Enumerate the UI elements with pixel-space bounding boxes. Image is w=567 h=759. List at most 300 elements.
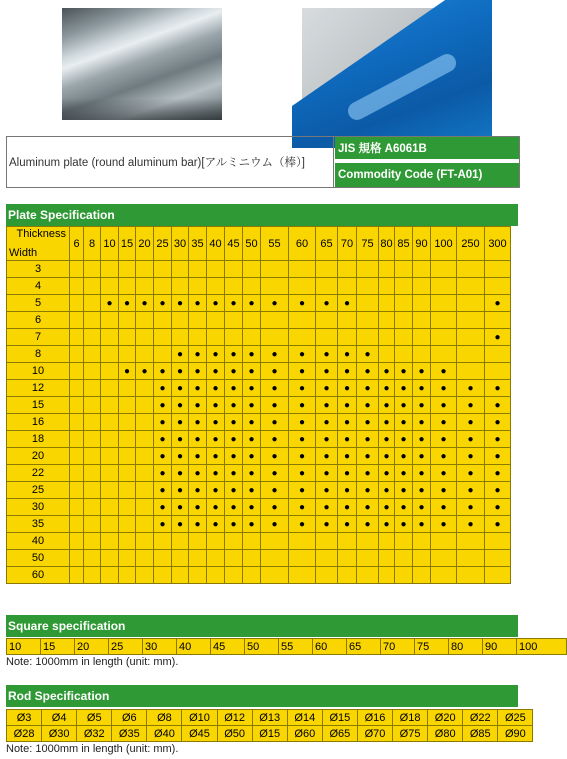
availability-dot: ● (159, 485, 166, 496)
plate-cell (154, 567, 172, 584)
plate-cell (136, 295, 154, 312)
plate-cell (379, 414, 395, 431)
plate-cell (413, 499, 431, 516)
plate-cell (243, 499, 261, 516)
availability-dot: ● (418, 451, 425, 462)
rod-diameter-cell: Ø15 (252, 726, 287, 742)
plate-cell (136, 414, 154, 431)
thickness-header: 6 (70, 227, 84, 261)
plate-cell (84, 465, 101, 482)
availability-dot: ● (343, 451, 351, 462)
plate-cell (136, 431, 154, 448)
availability-dot: ● (271, 383, 278, 394)
plate-cell (84, 567, 101, 584)
square-size-cell: 75 (415, 639, 449, 655)
plate-cell (289, 533, 316, 550)
plate-cell (413, 363, 431, 380)
plate-cell (84, 516, 101, 533)
rod-spec-title: Rod Specification (6, 685, 518, 707)
plate-cell (136, 278, 154, 295)
plate-cell (395, 431, 413, 448)
availability-dot: ● (383, 485, 390, 496)
plate-row (7, 346, 511, 363)
plate-cell (289, 431, 316, 448)
availability-dot: ● (212, 417, 219, 428)
plate-cell (101, 431, 119, 448)
plate-cell (457, 295, 485, 312)
square-size-cell: 60 (313, 639, 347, 655)
plate-cell (136, 482, 154, 499)
plate-cell (289, 414, 316, 431)
plate-row (7, 278, 511, 295)
thickness-header: 70 (338, 227, 357, 261)
availability-dot: ● (194, 366, 201, 377)
plate-cell (338, 380, 357, 397)
plate-cell (136, 312, 154, 329)
plate-cell (261, 397, 289, 414)
plate-cell (189, 448, 207, 465)
plate-cell (172, 482, 189, 499)
availability-dot: ● (418, 502, 425, 513)
availability-dot: ● (248, 468, 255, 479)
plate-cell (289, 312, 316, 329)
plate-cell (457, 550, 485, 567)
plate-cell (189, 380, 207, 397)
thickness-header: 40 (207, 227, 225, 261)
plate-cell (119, 414, 136, 431)
availability-dot: ● (440, 468, 447, 479)
plate-cell (70, 414, 84, 431)
plate-cell (172, 499, 189, 516)
plate-cell (172, 533, 189, 550)
plate-cell (101, 363, 119, 380)
thickness-header: 20 (136, 227, 154, 261)
plate-cell (316, 397, 338, 414)
plate-cell (457, 397, 485, 414)
plate-cell (154, 278, 172, 295)
plate-cell (207, 465, 225, 482)
plate-cell (395, 499, 413, 516)
plate-cell (84, 448, 101, 465)
plate-cell (70, 278, 84, 295)
plate-cell (431, 465, 457, 482)
plate-cell (316, 482, 338, 499)
width-cell: 18 (7, 431, 70, 448)
plate-cell (225, 278, 243, 295)
plate-cell (70, 431, 84, 448)
availability-dot: ● (343, 468, 351, 479)
plate-cell (119, 567, 136, 584)
availability-dot: ● (494, 332, 501, 343)
plate-cell (395, 465, 413, 482)
width-cell: 6 (7, 312, 70, 329)
availability-dot: ● (343, 417, 351, 428)
plate-cell (357, 448, 379, 465)
plate-cell (189, 278, 207, 295)
availability-dot: ● (383, 383, 390, 394)
plate-cell (289, 380, 316, 397)
availability-dot: ● (323, 485, 330, 496)
availability-dot: ● (298, 400, 306, 411)
availability-dot: ● (106, 298, 113, 309)
plate-cell (338, 550, 357, 567)
plate-cell (84, 499, 101, 516)
availability-dot: ● (440, 502, 447, 513)
plate-cell (136, 329, 154, 346)
plate-row (7, 312, 511, 329)
thickness-header: 65 (316, 227, 338, 261)
square-size-cell: 20 (75, 639, 109, 655)
availability-dot: ● (400, 485, 407, 496)
thickness-header: 25 (154, 227, 172, 261)
plate-cell (154, 516, 172, 533)
plate-cell (101, 499, 119, 516)
plate-cell (189, 465, 207, 482)
availability-dot: ● (400, 434, 407, 445)
plate-header-row (7, 227, 511, 261)
plate-cell (154, 414, 172, 431)
plate-cell (485, 312, 511, 329)
width-cell: 35 (7, 516, 70, 533)
availability-dot: ● (141, 366, 148, 377)
plate-cell (225, 295, 243, 312)
availability-dot: ● (271, 400, 278, 411)
width-cell: 25 (7, 482, 70, 499)
plate-cell (379, 397, 395, 414)
rod-diameter-cell: Ø40 (147, 726, 182, 742)
plate-cell (243, 363, 261, 380)
availability-dot: ● (230, 383, 237, 394)
rod-diameter-cell: Ø25 (498, 710, 533, 726)
availability-dot: ● (494, 434, 501, 445)
thickness-header: 8 (84, 227, 101, 261)
thickness-header: 75 (357, 227, 379, 261)
availability-dot: ● (383, 519, 390, 530)
plate-cell (316, 380, 338, 397)
plate-cell (457, 567, 485, 584)
plate-row (7, 329, 511, 346)
plate-cell (485, 431, 511, 448)
plate-cell (261, 278, 289, 295)
availability-dot: ● (230, 519, 237, 530)
plate-cell (357, 567, 379, 584)
plate-cell (413, 431, 431, 448)
square-size-cell: 25 (109, 639, 143, 655)
plate-cell (431, 346, 457, 363)
availability-dot: ● (298, 434, 306, 445)
availability-dot: ● (248, 400, 255, 411)
rod-diameter-cell: Ø8 (147, 710, 182, 726)
availability-dot: ● (298, 349, 306, 360)
plate-row (7, 550, 511, 567)
availability-dot: ● (383, 366, 390, 377)
plate-cell (84, 295, 101, 312)
plate-cell (101, 278, 119, 295)
plate-cell (172, 380, 189, 397)
rod-diameter-cell: Ø22 (463, 710, 498, 726)
plate-cell (316, 550, 338, 567)
availability-dot: ● (212, 519, 219, 530)
square-size-cell: 70 (381, 639, 415, 655)
plate-cell (119, 499, 136, 516)
plate-cell (357, 550, 379, 567)
blue-film-shape (292, 0, 492, 148)
plate-row (7, 414, 511, 431)
plate-row (7, 448, 511, 465)
availability-dot: ● (298, 468, 306, 479)
plate-row (7, 499, 511, 516)
plate-cell (119, 431, 136, 448)
availability-dot: ● (271, 366, 278, 377)
availability-dot: ● (212, 366, 219, 377)
plate-cell (395, 346, 413, 363)
plate-cell (70, 312, 84, 329)
plate-cell (289, 278, 316, 295)
plate-cell (485, 329, 511, 346)
plate-cell (70, 550, 84, 567)
plate-cell (357, 414, 379, 431)
rod-diameter-cell: Ø90 (498, 726, 533, 742)
thickness-width-corner (7, 227, 70, 261)
plate-cell (357, 295, 379, 312)
plate-cell (136, 533, 154, 550)
availability-dot: ● (383, 417, 390, 428)
plate-cell (338, 363, 357, 380)
plate-cell (316, 295, 338, 312)
plate-cell (154, 363, 172, 380)
plate-cell (316, 499, 338, 516)
square-size-cell: 45 (211, 639, 245, 655)
availability-dot: ● (123, 298, 131, 309)
plate-cell (413, 295, 431, 312)
rod-diameter-cell: Ø80 (428, 726, 463, 742)
availability-dot: ● (323, 383, 330, 394)
plate-cell (207, 278, 225, 295)
availability-dot: ● (400, 400, 407, 411)
availability-dot: ● (343, 502, 351, 513)
plate-cell (172, 397, 189, 414)
plate-cell (154, 431, 172, 448)
availability-dot: ● (467, 383, 474, 394)
plate-cell (243, 346, 261, 363)
thickness-header: 100 (431, 227, 457, 261)
plate-cell (357, 397, 379, 414)
rod-diameter-cell: Ø15 (322, 710, 357, 726)
plate-cell (243, 448, 261, 465)
plate-cell (431, 312, 457, 329)
plate-cell (261, 533, 289, 550)
plate-cell (289, 346, 316, 363)
plate-cell (243, 482, 261, 499)
plate-cell (357, 533, 379, 550)
plate-cell (70, 482, 84, 499)
plate-cell (379, 346, 395, 363)
plate-cell (101, 346, 119, 363)
width-cell: 4 (7, 278, 70, 295)
availability-dot: ● (230, 485, 237, 496)
plate-cell (243, 278, 261, 295)
plate-cell (379, 499, 395, 516)
plate-cell (413, 261, 431, 278)
availability-dot: ● (298, 298, 306, 309)
thickness-header: 45 (225, 227, 243, 261)
plate-cell (70, 261, 84, 278)
plate-cell (101, 482, 119, 499)
plate-cell (431, 448, 457, 465)
square-size-cell: 15 (41, 639, 75, 655)
plate-cell (189, 397, 207, 414)
plate-cell (119, 465, 136, 482)
availability-dot: ● (230, 434, 237, 445)
availability-dot: ● (176, 519, 184, 530)
rod-diameter-cell: Ø60 (287, 726, 322, 742)
availability-dot: ● (383, 502, 390, 513)
plate-cell (225, 380, 243, 397)
plate-cell (485, 278, 511, 295)
plate-cell (189, 550, 207, 567)
plate-cell (70, 329, 84, 346)
plate-cell (379, 533, 395, 550)
plate-cell (413, 346, 431, 363)
availability-dot: ● (418, 485, 425, 496)
availability-dot: ● (212, 434, 219, 445)
availability-dot: ● (400, 383, 407, 394)
availability-dot: ● (230, 417, 237, 428)
plate-cell (413, 278, 431, 295)
rod-diameter-cell: Ø32 (77, 726, 112, 742)
plate-cell (84, 312, 101, 329)
plate-cell (485, 482, 511, 499)
rod-diameter-cell: Ø10 (182, 710, 217, 726)
plate-cell (225, 261, 243, 278)
plate-cell (119, 397, 136, 414)
plate-cell (207, 329, 225, 346)
plate-cell (207, 567, 225, 584)
availability-dot: ● (298, 417, 306, 428)
plate-cell (70, 465, 84, 482)
availability-dot: ● (364, 383, 371, 394)
plate-cell (243, 261, 261, 278)
plate-cell (431, 499, 457, 516)
availability-dot: ● (467, 485, 474, 496)
plate-cell (84, 261, 101, 278)
plate-cell (357, 499, 379, 516)
thickness-header: 300 (485, 227, 511, 261)
plate-cell (431, 482, 457, 499)
plate-cell (154, 295, 172, 312)
availability-dot: ● (271, 434, 278, 445)
rod-diameter-cell: Ø16 (357, 710, 392, 726)
thickness-header: 50 (243, 227, 261, 261)
plate-cell (457, 312, 485, 329)
availability-dot: ● (364, 400, 371, 411)
width-cell: 8 (7, 346, 70, 363)
plate-cell (119, 295, 136, 312)
plate-cell (261, 465, 289, 482)
plate-cell (457, 431, 485, 448)
commodity-code: Commodity Code (FT-A01) (335, 163, 519, 187)
plate-cell (225, 346, 243, 363)
plate-cell (379, 380, 395, 397)
plate-cell (289, 516, 316, 533)
availability-dot: ● (194, 349, 201, 360)
plate-cell (225, 397, 243, 414)
availability-dot: ● (248, 298, 255, 309)
plate-cell (457, 363, 485, 380)
plate-cell (207, 533, 225, 550)
availability-dot: ● (440, 366, 447, 377)
thickness-header: 15 (119, 227, 136, 261)
plate-cell (485, 414, 511, 431)
thickness-header: 85 (395, 227, 413, 261)
plate-cell (395, 414, 413, 431)
plate-cell (225, 482, 243, 499)
plate-cell (379, 482, 395, 499)
plate-cell (119, 516, 136, 533)
availability-dot: ● (248, 519, 255, 530)
availability-dot: ● (343, 383, 351, 394)
availability-dot: ● (440, 417, 447, 428)
plate-cell (431, 414, 457, 431)
availability-dot: ● (494, 485, 501, 496)
plate-cell (172, 431, 189, 448)
plate-cell (338, 499, 357, 516)
plate-cell (395, 533, 413, 550)
availability-dot: ● (271, 485, 278, 496)
plate-cell (485, 261, 511, 278)
plate-cell (395, 295, 413, 312)
availability-dot: ● (248, 502, 255, 513)
plate-cell (225, 550, 243, 567)
plate-cell (431, 397, 457, 414)
rod-diameter-cell: Ø75 (393, 726, 428, 742)
plate-cell (289, 465, 316, 482)
plate-cell (172, 295, 189, 312)
availability-dot: ● (176, 468, 184, 479)
plate-cell (84, 414, 101, 431)
availability-dot: ● (418, 519, 425, 530)
plate-cell (485, 516, 511, 533)
plate-cell (154, 533, 172, 550)
square-note: Note: 1000mm in length (unit: mm). (6, 656, 179, 668)
availability-dot: ● (364, 468, 371, 479)
availability-dot: ● (298, 383, 306, 394)
plate-cell (379, 431, 395, 448)
product-name: Aluminum plate (round aluminum bar)[アルミニウム（棒）] (7, 137, 334, 187)
availability-dot: ● (159, 366, 166, 377)
plate-cell (207, 380, 225, 397)
jis-standard: JIS 規格 A6061B (335, 137, 519, 161)
plate-cell (207, 431, 225, 448)
availability-dot: ● (248, 451, 255, 462)
plate-cell (101, 414, 119, 431)
plate-cell (207, 312, 225, 329)
availability-dot: ● (248, 434, 255, 445)
availability-dot: ● (159, 451, 166, 462)
plate-cell (84, 482, 101, 499)
plate-cell (395, 397, 413, 414)
rod-diameter-cell: Ø12 (217, 710, 252, 726)
plate-cell (136, 516, 154, 533)
plate-cell (357, 261, 379, 278)
availability-dot: ● (364, 434, 371, 445)
plate-cell (316, 465, 338, 482)
plate-cell (431, 431, 457, 448)
availability-dot: ● (343, 519, 351, 530)
plate-cell (225, 312, 243, 329)
plate-cell (338, 329, 357, 346)
availability-dot: ● (323, 298, 330, 309)
